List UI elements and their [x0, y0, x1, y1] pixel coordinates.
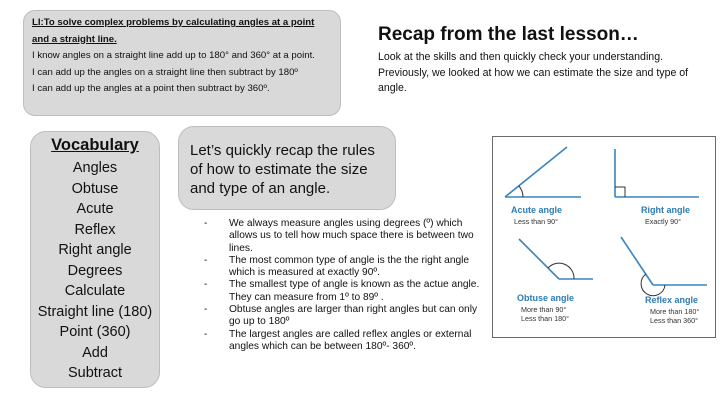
bullet-text: Obtuse angles are larger than right angles but can only go up to 180º: [229, 304, 478, 328]
vocabulary-word: Subtract: [68, 365, 122, 381]
bullet-text: The smallest type of angle is known as the actue angle. They can measure from 1º to 89º .: [229, 279, 480, 303]
vocabulary-word: Degrees: [67, 262, 123, 279]
list-item: [204, 329, 486, 354]
vocabulary-title: Vocabulary: [51, 136, 139, 154]
rules-intro-box: [178, 126, 396, 210]
reflex-angle-detail-2: Less than 360°: [650, 316, 699, 325]
reflex-angle-drawing: [621, 237, 707, 296]
list-item: [204, 255, 486, 280]
obtuse-angle-title: Obtuse angle: [517, 293, 575, 303]
bullet-text: The largest angles are called reflex angles or external angles which can be between 180º- 360º.: [229, 328, 472, 352]
reflex-angle-detail: More than 180°: [650, 307, 700, 316]
reflex-angle-title: Reflex angle: [645, 295, 699, 305]
acute-angle-title: Acute angle: [511, 205, 563, 215]
learning-intention-title: LI:To solve complex problems by calculating angles at a point and a straight line.: [32, 17, 315, 45]
vocabulary-word: Angles: [72, 160, 118, 176]
angle-types-diagram: [492, 136, 716, 338]
bullet-dash: -: [204, 254, 208, 266]
vocabulary-word: Calculate: [64, 283, 126, 299]
vocabulary-word: Reflex: [74, 221, 116, 238]
right-angle-drawing: [615, 149, 699, 197]
vocabulary-word: Right angle: [58, 242, 132, 258]
vocabulary-word: Add: [82, 344, 108, 361]
list-item: [204, 279, 486, 304]
objective-line: I know angles on a straight line add up to 180° and 360° at a point.: [32, 50, 315, 61]
bullet-dash: -: [204, 218, 208, 229]
vocabulary-list: [31, 158, 159, 384]
vocabulary-word: Acute: [76, 201, 114, 217]
list-item: [204, 218, 486, 255]
rules-bullet-list: [204, 218, 486, 353]
right-angle-detail: Exactly 90°: [645, 217, 682, 226]
obtuse-angle-detail-2: Less than 180°: [521, 314, 570, 323]
vocabulary-word: Straight line (180): [37, 303, 153, 320]
recap-title: Recap from the last lesson…: [378, 24, 639, 45]
rules-intro-text: Let’s quickly recap the rules of how to estimate the size and type of an angle.: [190, 142, 375, 197]
bullet-text: We always measure angles using degrees (º) which allows us to tell how much space there is between two lines.: [229, 218, 474, 254]
learning-intention-box: [23, 10, 341, 116]
bullet-dash: -: [204, 304, 208, 316]
vocabulary-box: [30, 131, 160, 388]
recap-text: Look at the skills and then quickly check your understanding. Previously, we looked at how we can estimate the size and type of angle.: [378, 51, 689, 94]
list-item: [204, 304, 486, 329]
vocabulary-word: Point (360): [59, 324, 131, 340]
vocabulary-word: Obtuse: [71, 180, 119, 197]
objective-line: I can add up the angles on a straight line then subtract by 180º: [32, 66, 298, 78]
bullet-text: The most common type of angle is the the right angle which is measured at exactly 90º.: [229, 254, 470, 279]
obtuse-angle-drawing: [519, 239, 593, 279]
bullet-dash: -: [204, 279, 208, 291]
obtuse-angle-detail: More than 90°: [521, 305, 567, 314]
acute-angle-drawing: [505, 147, 581, 197]
objective-line: I can add up the angles at a point then subtract by 360º.: [32, 83, 270, 94]
acute-angle-detail: Less than 90°: [514, 217, 559, 226]
right-angle-title: Right angle: [641, 205, 690, 215]
bullet-dash: -: [204, 328, 208, 340]
